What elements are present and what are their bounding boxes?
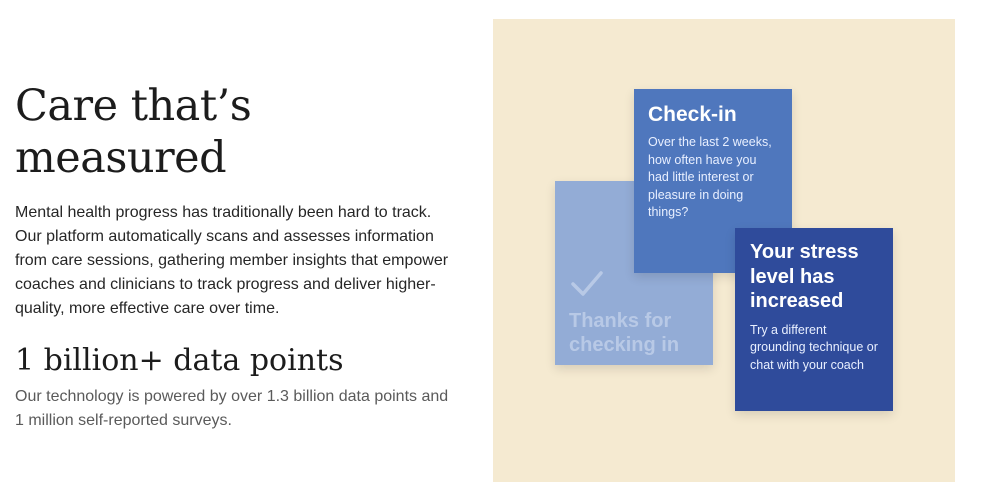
stress-card	[735, 228, 893, 411]
stress-card-title: Your stress level has increased	[750, 241, 859, 312]
stress-card-text: Try a different grounding technique or chat with your coach	[750, 322, 878, 372]
page-headline: Care that’s measured	[15, 81, 252, 183]
checkin-card-title: Check-in	[648, 103, 737, 126]
content-column	[15, 80, 465, 433]
intro-paragraph: Mental health progress has traditionally been hard to track. Our platform automatically scans and assesses information from care sessions, gathering member insights that empower coaches and clinicians to track progress and deliver higher-quality, more effective care over time.	[15, 204, 449, 317]
checkin-card-question: Over the last 2 weeks, how often have you had little interest or pleasure in doing things?	[648, 135, 772, 219]
thanks-card-title: Thanks for checking in	[569, 310, 680, 356]
checkmark-icon	[569, 265, 605, 301]
stat-headline: 1 billion+ data points	[15, 343, 344, 378]
illustration-panel	[493, 19, 955, 482]
stat-paragraph: Our technology is powered by over 1.3 billion data points and 1 million self-reported surveys.	[15, 388, 449, 429]
